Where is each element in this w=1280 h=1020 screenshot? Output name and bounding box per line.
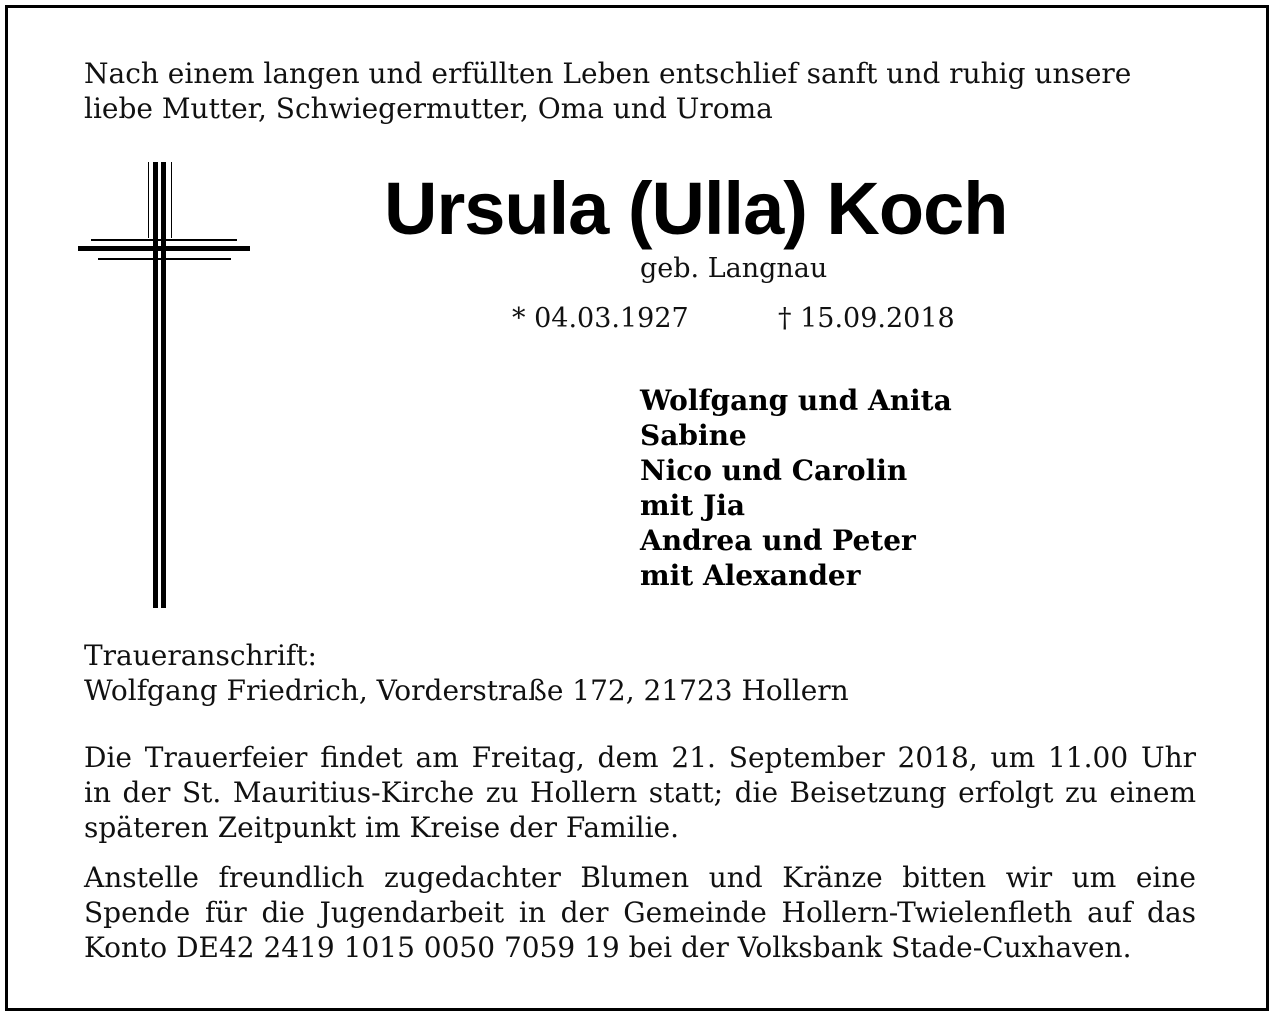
intro-line: liebe Mutter, Schwiegermutter, Oma und Uroma	[84, 92, 773, 125]
family-member: Nico und Carolin	[640, 454, 908, 487]
family-member: mit Jia	[640, 489, 745, 522]
funeral-line: Die Trauerfeier findet am Freitag, dem 21. September 2018, um 11.00 Uhr	[84, 741, 1196, 774]
funeral-info	[84, 740, 1196, 845]
cross-icon	[76, 162, 252, 610]
family-member: Wolfgang und Anita	[640, 384, 952, 417]
intro-text	[84, 56, 1204, 126]
family-list	[640, 383, 952, 593]
family-member: Sabine	[640, 419, 747, 452]
birth-date: * 04.03.1927	[512, 303, 689, 334]
mourning-address	[84, 638, 849, 708]
funeral-line: in der St. Mauritius-Kirche zu Hollern statt; die Beisetzung erfolgt zu einem	[84, 776, 1196, 809]
funeral-line: späteren Zeitpunkt im Kreise der Familie.	[84, 811, 679, 844]
address-label: Traueranschrift:	[84, 639, 317, 672]
family-member: Andrea und Peter	[640, 524, 916, 557]
intro-line: Nach einem langen und erfüllten Leben entschlief sanft und ruhig unsere	[84, 57, 1132, 90]
donation-line: Anstelle freundlich zugedachter Blumen und Kränze bitten wir um eine	[84, 861, 1196, 894]
donation-line: Konto DE42 2419 1015 0050 7059 19 bei der Volksbank Stade-Cuxhaven.	[84, 931, 1132, 964]
deceased-name: Ursula (Ulla) Koch	[384, 167, 1008, 250]
address-value: Wolfgang Friedrich, Vorderstraße 172, 21723 Hollern	[84, 674, 849, 707]
maiden-name: geb. Langnau	[640, 253, 828, 284]
donation-info	[84, 860, 1196, 965]
donation-line: Spende für die Jugendarbeit in der Gemeinde Hollern-Twielenfleth auf das	[84, 896, 1196, 929]
death-date: † 15.09.2018	[778, 303, 955, 334]
family-member: mit Alexander	[640, 559, 861, 592]
